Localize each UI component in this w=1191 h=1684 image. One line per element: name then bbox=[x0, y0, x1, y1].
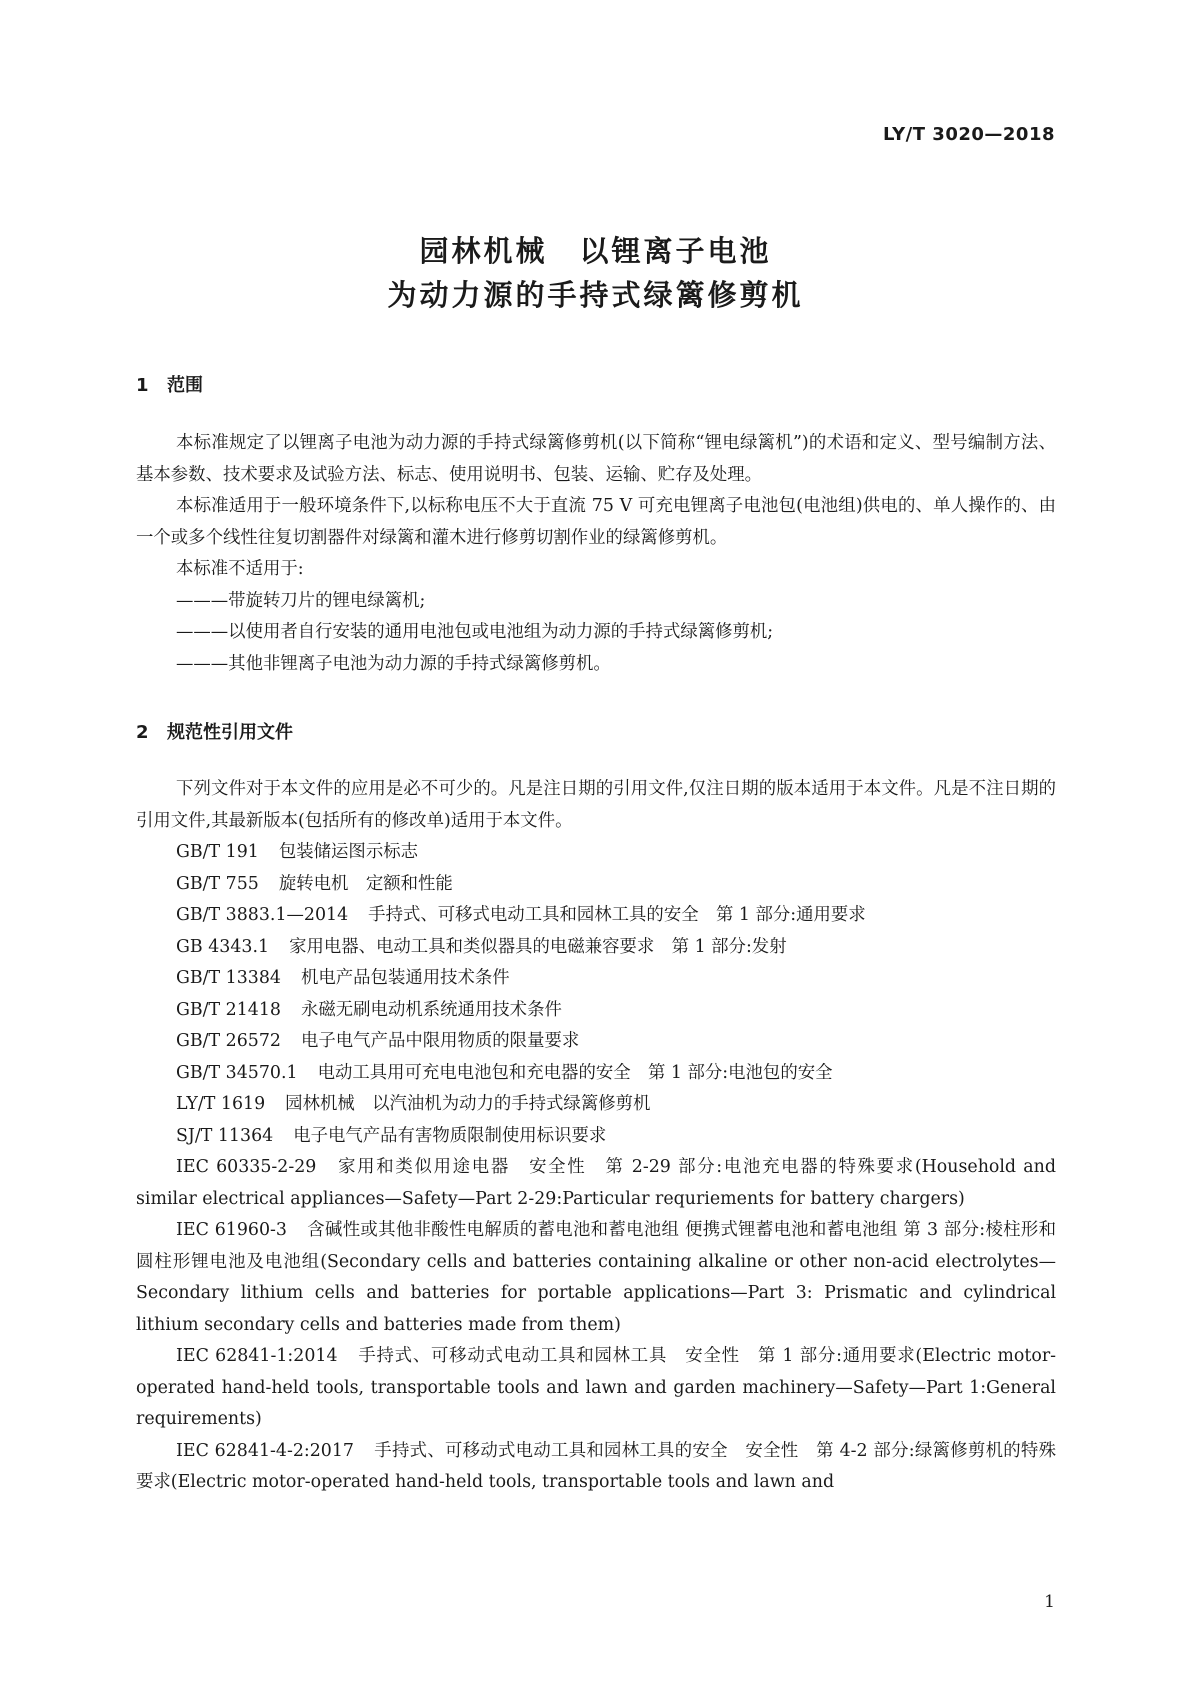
reference-title: 电子电气产品中限用物质的限量要求 bbox=[300, 1031, 580, 1051]
section-1-title: 范围 bbox=[167, 375, 203, 396]
section-2-body bbox=[136, 774, 1056, 1499]
reference-item bbox=[136, 1026, 1056, 1058]
document-title-line-2: 为动力源的手持式绿篱修剪机 bbox=[387, 278, 804, 312]
reference-item bbox=[136, 963, 1056, 995]
reference-code: GB/T 13384 bbox=[176, 968, 281, 988]
standard-code: LY/T 3020—2018 bbox=[882, 124, 1055, 145]
reference-title: 永磁无刷电动机系统通用技术条件 bbox=[300, 999, 562, 1020]
exclusion-item: ———带旋转刀片的锂电绿篱机; bbox=[176, 590, 426, 611]
reference-item bbox=[136, 1089, 1056, 1121]
reference-code: GB/T 191 bbox=[176, 842, 259, 862]
section-1-number: 1 bbox=[136, 375, 149, 396]
reference-item bbox=[136, 1152, 1056, 1215]
reference-item bbox=[136, 900, 1056, 932]
reference-item bbox=[136, 932, 1056, 964]
reference-code: IEC 62841-4-2:2017 bbox=[176, 1440, 355, 1461]
reference-title: 园林机械 以汽油机为动力的手持式绿篱修剪机 bbox=[285, 1094, 651, 1114]
section-2-heading bbox=[136, 718, 293, 744]
page-number: 1 bbox=[1044, 1592, 1055, 1612]
exclusion-item: ———以使用者自行安装的通用电池包或电池组为动力源的手持式绿篱修剪机; bbox=[176, 622, 774, 642]
section-2-title: 规范性引用文件 bbox=[167, 722, 293, 743]
reference-item bbox=[136, 1341, 1056, 1436]
reference-title: 家用电器、电动工具和类似器具的电磁兼容要求 第 1 部分:发射 bbox=[289, 936, 787, 957]
reference-code: IEC 60335-2-29 bbox=[176, 1157, 317, 1177]
section-1-heading bbox=[136, 371, 203, 397]
reference-code: IEC 62841-1:2014 bbox=[176, 1346, 338, 1366]
reference-item bbox=[136, 869, 1056, 901]
reference-title: 含碱性或其他非酸性电解质的蓄电池和蓄电池组 便携式锂蓄电池和蓄电池组 第 3 部分:棱柱形和圆柱形锂电池及电池组(Secondary cells and batteries containing alkaline or other non-acid electrolytes—Secondary lithium cells and batteries for portable applications—Part 3: Prismatic and cylindrical lithium secondary cells and batteries made from them) bbox=[136, 1220, 1056, 1335]
reference-title: 电动工具用可充电电池包和充电器的安全 第 1 部分:电池包的安全 bbox=[317, 1062, 833, 1083]
applicability-paragraph: 本标准适用于一般环境条件下,以标称电压不大于直流 75 V 可充电锂离子电池包(电池组)供电的、单人操作的、由一个或多个线性往复切割器件对绿篱和灌木进行修剪切割作业的绿篱修剪机。 bbox=[136, 496, 1056, 548]
reference-item bbox=[136, 1436, 1056, 1499]
reference-item bbox=[136, 995, 1056, 1027]
reference-title: 手持式、可移动式电动工具和园林工具的安全 安全性 第 4-2 部分:绿篱修剪机的特殊要求(Electric motor-operated hand-held tools, transportable tools and lawn and bbox=[136, 1440, 1056, 1492]
reference-item bbox=[136, 1121, 1056, 1153]
reference-code: GB 4343.1 bbox=[176, 936, 270, 957]
reference-code: GB/T 26572 bbox=[176, 1031, 281, 1051]
reference-item bbox=[136, 1215, 1056, 1341]
reference-code: LY/T 1619 bbox=[176, 1094, 266, 1114]
document-title-line-1: 园林机械 以锂离子电池 bbox=[419, 234, 772, 268]
reference-title: 手持式、可移动式电动工具和园林工具 安全性 第 1 部分:通用要求(Electric motor-operated hand-held tools, transportable tools and lawn and garden machinery—Safety—Part 1:General requirements) bbox=[136, 1346, 1057, 1429]
scope-paragraph: 本标准规定了以锂离子电池为动力源的手持式绿篱修剪机(以下简称“锂电绿篱机”)的术语和定义、型号编制方法、基本参数、技术要求及试验方法、标志、使用说明书、包装、运输、贮存及处理。 bbox=[136, 433, 1056, 485]
reference-title: 旋转电机 定额和性能 bbox=[278, 873, 453, 894]
reference-code: IEC 61960-3 bbox=[176, 1220, 287, 1240]
reference-title: 手持式、可移式电动工具和园林工具的安全 第 1 部分:通用要求 bbox=[368, 905, 866, 925]
reference-item bbox=[136, 837, 1056, 869]
reference-code: GB/T 34570.1 bbox=[176, 1062, 298, 1083]
reference-code: GB/T 21418 bbox=[176, 999, 281, 1020]
section-1-body bbox=[136, 428, 1056, 680]
exclusion-item: ———其他非锂离子电池为动力源的手持式绿篱修剪机。 bbox=[176, 653, 611, 674]
reference-code: SJ/T 11364 bbox=[176, 1125, 274, 1146]
reference-title: 包装储运图示标志 bbox=[278, 842, 418, 862]
reference-title: 电子电气产品有害物质限制使用标识要求 bbox=[293, 1125, 607, 1146]
reference-title: 家用和类似用途电器 安全性 第 2-29 部分:电池充电器的特殊要求(Household and similar electrical appliances—Safety—Part 2-29:Particular requriements for battery chargers) bbox=[136, 1157, 1056, 1209]
reference-item bbox=[136, 1058, 1056, 1090]
section-2-number: 2 bbox=[136, 722, 149, 743]
not-applicable-intro: 本标准不适用于: bbox=[176, 559, 304, 579]
references-intro: 下列文件对于本文件的应用是必不可少的。凡是注日期的引用文件,仅注日期的版本适用于本文件。凡是不注日期的引用文件,其最新版本(包括所有的修改单)适用于本文件。 bbox=[136, 779, 1056, 831]
reference-code: GB/T 755 bbox=[176, 873, 259, 894]
reference-code: GB/T 3883.1—2014 bbox=[176, 905, 349, 925]
reference-title: 机电产品包装通用技术条件 bbox=[300, 968, 510, 988]
